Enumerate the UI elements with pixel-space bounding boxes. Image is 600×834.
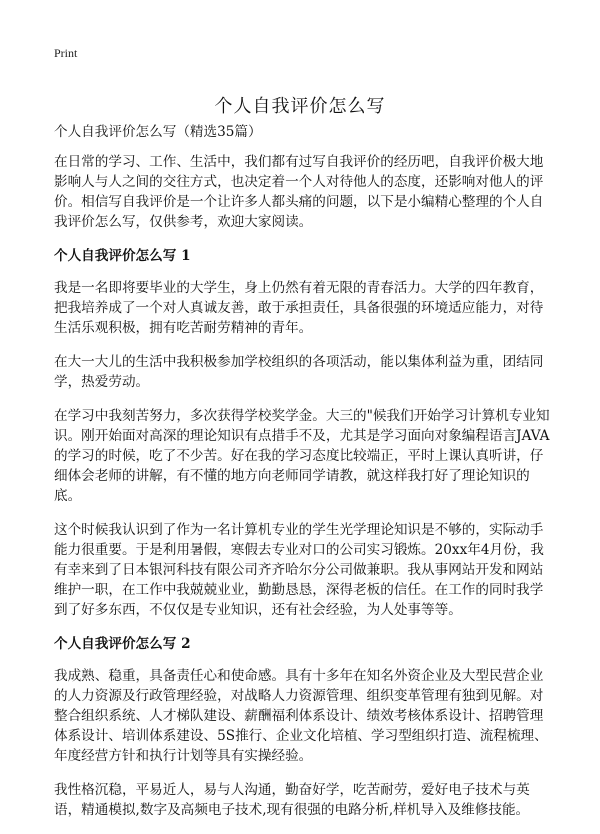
- page-title: 个人自我评价怎么写: [214, 96, 386, 118]
- document-subtitle: 个人自我评价怎么写（精选35篇）: [54, 124, 262, 140]
- document-body: [54, 122, 550, 834]
- section-paragraph: 我成熟、稳重，具备责任心和使命感。具有十多年在知名外资企业及大型民营企业的人力资源及行政管理经验，对战略人力资源管理、组织变革管理有独到见解。对整合组织系统、人才梯队建设、薪酬福利体系设计、绩效考核体系设计、招聘管理体系设计、培训体系建设、5S推行、企业文化培植、学习型组织打造、流程梳理、年度经营方针和执行计划等具有实操经验。: [54, 668, 548, 764]
- section-paragraph: 我是一名即将要毕业的大学生，身上仍然有着无限的青春活力。大学的四年教育，把我培养成了一个对人真诚友善，敢于承担责任，具备很强的环境适应能力，对待生活乐观积极，拥有吃苦耐劳精神的青年。: [54, 280, 544, 336]
- section-heading: 个人自我评价怎么写 2: [54, 636, 191, 652]
- section-paragraph: 我性格沉稳，平易近人，易与人沟通，勤奋好学，吃苦耐劳，爱好电子技术与英语，精通模拟,数字及高频电子技术,现有很强的电路分析,样机导入及维修技能。: [54, 782, 530, 818]
- section-paragraph: 在大一大儿的生活中我积极参加学校组织的各项活动，能以集体利益为重，团结同学，热爱劳动。: [54, 354, 544, 390]
- print-link[interactable]: Print: [54, 46, 78, 60]
- section-paragraph: 这个时候我认识到了作为一名计算机专业的学生光学理论知识是不够的，实际动手能力很重要。于是利用暑假，寒假去专业对口的公司实习锻炼。20xx年4月份，我有幸来到了日本银河科技有限公司齐齐哈尔分公司做兼职。我从事网站开发和网站维护一职，在工作中我兢兢业业，勤勤恳恳，深得老板的信任。在工作的同时我学到了好多东西，不仅仅是专业知识，还有社会经验，为人处事等等。: [54, 522, 544, 618]
- section-paragraph: 在学习中我刻苦努力，多次获得学校奖学金。大三的"候我们开始学习计算机专业知识。刚开始面对高深的理论知识有点措手不及，尤其是学习面向对象编程语言JAVA的学习的时候，吃了不少苦。好在我的学习态度比较端正，平时上课认真听讲，仔细体会老师的讲解，有不懂的地方向老师同学请教，就这样我打好了理论知识的底。: [54, 408, 550, 504]
- section-heading: 个人自我评价怎么写 1: [54, 248, 191, 264]
- intro-paragraph: 在日常的学习、工作、生活中，我们都有过写自我评价的经历吧，自我评价极大地影响人与人之间的交往方式，也决定着一个人对待他人的态度，还影响对他人的评价。相信写自我评价是一个让许多人都头痛的问题，以下是小编精心整理的个人自我评价怎么写，仅供参考，欢迎大家阅读。: [54, 154, 544, 230]
